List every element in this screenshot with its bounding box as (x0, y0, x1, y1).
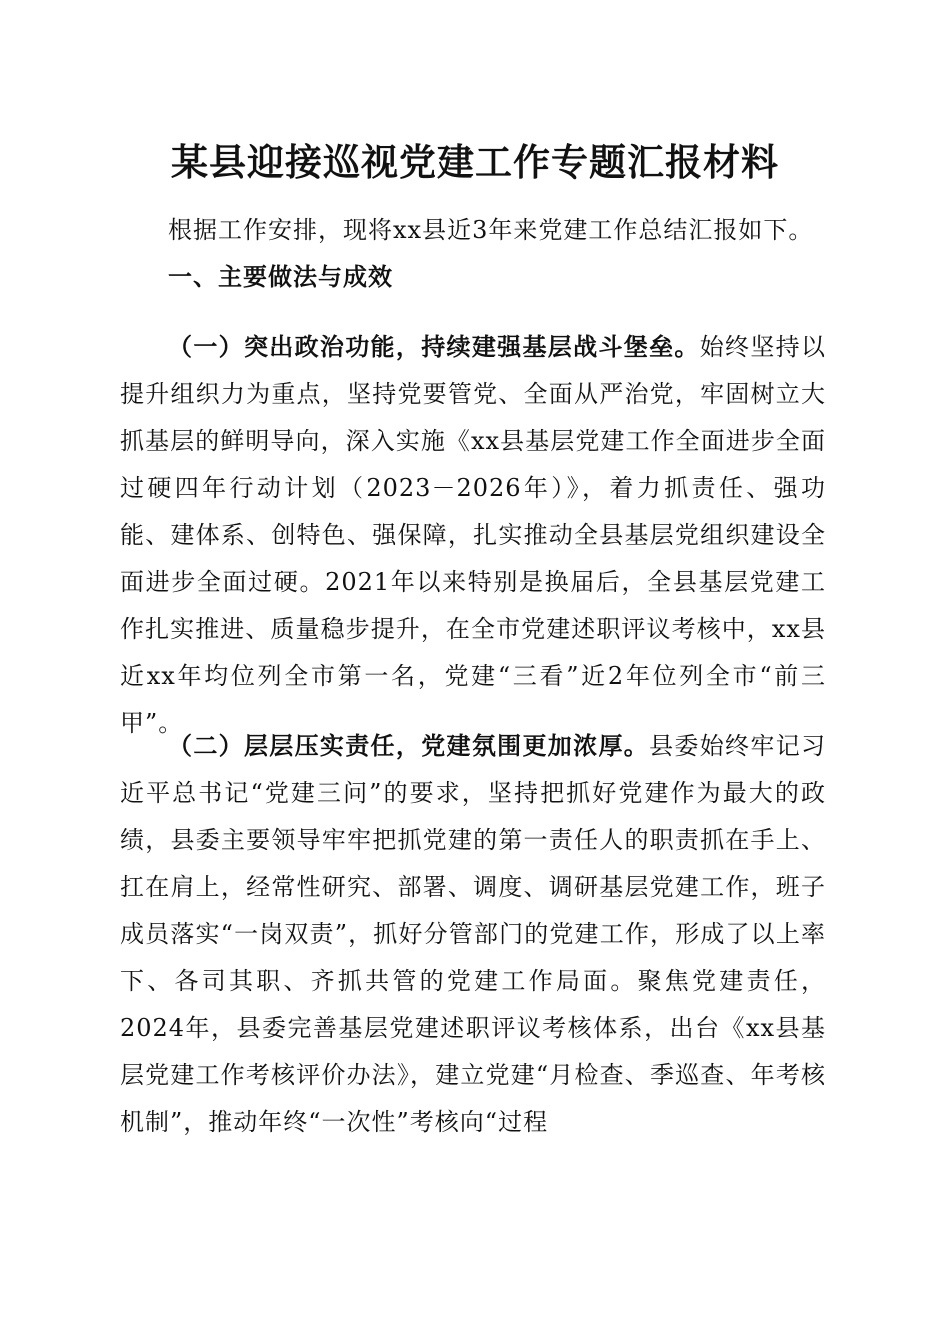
paragraph-1-body: 始终坚持以提升组织力为重点，坚持党要管党、全面从严治党，牢固树立大抓基层的鲜明导向，深入实施《xx县基层党建工作全面进步全面过硬四年行动计划（2023－2026年）》，着力抓责任、强功能、建体系、创特色、强保障，扎实推动全县基层党组织建设全面进步全面过硬。2021年以来特别是换届后，全县基层党建工作扎实推进、质量稳步提升，在全市党建述职评议考核中，xx县近xx年均位列全市第一名，党建“三看”近2年位列全市“前三甲”。 (120, 333, 826, 737)
section-heading: 一、主要做法与成效 (168, 263, 393, 291)
intro-paragraph: 根据工作安排，现将xx县近3年来党建工作总结汇报如下。 (168, 216, 814, 244)
document-title: 某县迎接巡视党建工作专题汇报材料 (171, 140, 779, 184)
paragraph-2-lead: （二）层层压实责任，党建氛围更加浓厚。 (168, 731, 650, 760)
paragraph-2-body: 县委始终牢记习近平总书记“党建三问”的要求，坚持把抓好党建作为最大的政绩，县委主要领导牢牢把抓党建的第一责任人的职责抓在手上、扛在肩上，经常性研究、部署、调度、调研基层党建工作，班子成员落实“一岗双责”，抓好分管部门的党建工作，形成了以上率下、各司其职、齐抓共管的党建工作局面。聚焦党建责任，2024年，县委完善基层党建述职评议考核体系，出台《xx县基层党建工作考核评价办法》，建立党建“月检查、季巡查、年考核机制”，推动年终“一次性”考核向“过程 (120, 732, 827, 1136)
paragraph-1 (120, 323, 826, 747)
paragraph-2 (120, 722, 826, 1146)
paragraph-1-lead: （一）突出政治功能，持续建强基层战斗堡垒。 (168, 332, 700, 361)
